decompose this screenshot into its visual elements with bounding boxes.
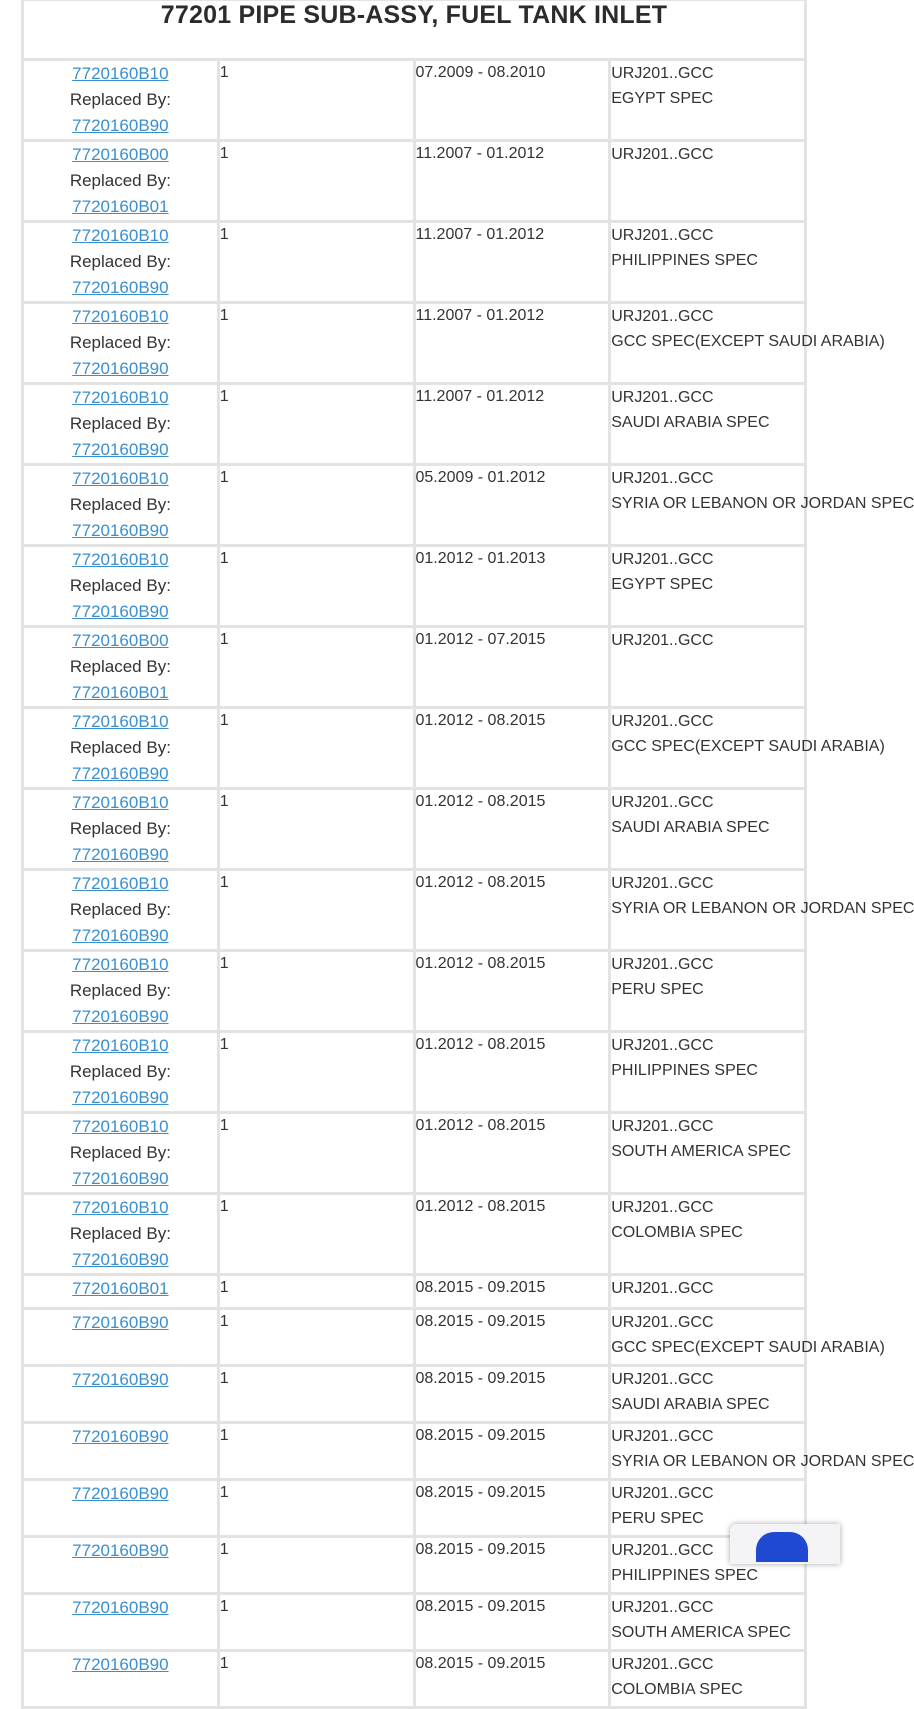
model-code: URJ201..GCC	[611, 956, 714, 973]
model-code: URJ201..GCC	[611, 227, 714, 244]
quantity-cell: 1	[218, 1194, 414, 1275]
replaced-by-label: Replaced By:	[69, 90, 171, 109]
quantity-cell: 1	[218, 789, 414, 870]
quantity-cell: 1	[218, 1537, 414, 1594]
quantity-cell: 1	[218, 141, 414, 222]
date-range-cell: 01.2012 - 08.2015	[414, 1194, 610, 1275]
applicability-cell	[610, 1423, 914, 1480]
applicability-cell	[610, 60, 806, 141]
part-number-cell	[23, 1651, 219, 1708]
replaced-by-label: Replaced By:	[69, 252, 171, 271]
quantity-cell: 1	[218, 1480, 414, 1537]
table-row	[23, 60, 806, 141]
recaptcha-icon	[756, 1532, 808, 1562]
market-spec: GCC SPEC(EXCEPT SAUDI ARABIA)	[611, 738, 885, 755]
part-number-cell	[23, 1113, 219, 1194]
part-number-link[interactable]: 7720160B10	[72, 469, 169, 488]
model-code: URJ201..GCC	[611, 1037, 714, 1054]
replaced-by-label: Replaced By:	[69, 495, 171, 514]
part-number-cell	[23, 1423, 219, 1480]
part-number-cell	[23, 1309, 219, 1366]
part-number-link[interactable]: 7720160B10	[72, 955, 169, 974]
market-spec: PERU SPEC	[611, 1510, 704, 1527]
part-number-cell	[23, 1537, 219, 1594]
quantity-cell: 1	[218, 1366, 414, 1423]
replacement-part-link[interactable]: 7720160B01	[72, 197, 169, 216]
applicability-cell	[610, 1309, 885, 1366]
model-code: URJ201..GCC	[611, 875, 714, 892]
part-number-link[interactable]: 7720160B01	[72, 1279, 169, 1298]
quantity-cell: 1	[218, 303, 414, 384]
parts-table	[21, 0, 914, 1709]
replacement-part-link[interactable]: 7720160B90	[72, 116, 169, 135]
quantity-cell: 1	[218, 708, 414, 789]
part-number-link[interactable]: 7720160B10	[72, 1117, 169, 1136]
part-number-cell	[23, 141, 219, 222]
quantity-cell: 1	[218, 627, 414, 708]
replacement-part-link[interactable]: 7720160B90	[72, 440, 169, 459]
replacement-part-link[interactable]: 7720160B90	[72, 845, 169, 864]
part-number-cell	[23, 1366, 219, 1423]
replacement-part-link[interactable]: 7720160B90	[72, 926, 169, 945]
date-range-cell: 11.2007 - 01.2012	[414, 303, 610, 384]
replacement-part-link[interactable]: 7720160B90	[72, 1250, 169, 1269]
quantity-cell: 1	[218, 951, 414, 1032]
table-row	[23, 1480, 806, 1537]
applicability-cell	[610, 627, 806, 708]
model-code: URJ201..GCC	[611, 1314, 714, 1331]
table-row	[23, 141, 806, 222]
market-spec: SYRIA OR LEBANON OR JORDAN SPEC	[611, 1453, 914, 1470]
quantity-cell: 1	[218, 222, 414, 303]
market-spec: SAUDI ARABIA SPEC	[611, 819, 770, 836]
part-number-cell	[23, 627, 219, 708]
model-code: URJ201..GCC	[611, 146, 714, 163]
table-row	[23, 789, 806, 870]
date-range-cell: 08.2015 - 09.2015	[414, 1480, 610, 1537]
market-spec: GCC SPEC(EXCEPT SAUDI ARABIA)	[611, 333, 885, 350]
market-spec: SAUDI ARABIA SPEC	[611, 1396, 770, 1413]
market-spec: COLOMBIA SPEC	[611, 1681, 743, 1698]
date-range-cell: 01.2012 - 08.2015	[414, 870, 610, 951]
part-number-cell	[23, 303, 219, 384]
table-row	[23, 1309, 806, 1366]
replaced-by-label: Replaced By:	[69, 819, 171, 838]
date-range-cell: 01.2012 - 08.2015	[414, 1113, 610, 1194]
section-title: 77201 PIPE SUB-ASSY, FUEL TANK INLET	[23, 0, 806, 60]
part-number-cell	[23, 789, 219, 870]
date-range-cell: 05.2009 - 01.2012	[414, 465, 610, 546]
model-code: URJ201..GCC	[611, 1118, 714, 1135]
part-number-link[interactable]: 7720160B90	[72, 1655, 169, 1674]
model-code: URJ201..GCC	[611, 308, 714, 325]
table-row	[23, 1275, 806, 1309]
part-number-link[interactable]: 7720160B10	[72, 793, 169, 812]
part-number-cell	[23, 1032, 219, 1113]
quantity-cell: 1	[218, 1651, 414, 1708]
market-spec: SYRIA OR LEBANON OR JORDAN SPEC	[611, 495, 914, 512]
quantity-cell: 1	[218, 1594, 414, 1651]
part-number-link[interactable]: 7720160B90	[72, 1427, 169, 1446]
market-spec: SOUTH AMERICA SPEC	[611, 1624, 791, 1641]
quantity-cell: 1	[218, 465, 414, 546]
model-code: URJ201..GCC	[611, 1199, 714, 1216]
quantity-cell: 1	[218, 1275, 414, 1309]
table-row	[23, 222, 806, 303]
part-number-cell	[23, 222, 219, 303]
model-code: URJ201..GCC	[611, 1428, 714, 1445]
applicability-cell	[610, 1275, 806, 1309]
date-range-cell: 08.2015 - 09.2015	[414, 1423, 610, 1480]
replaced-by-label: Replaced By:	[69, 900, 171, 919]
part-number-link[interactable]: 7720160B10	[72, 712, 169, 731]
model-code: URJ201..GCC	[611, 1599, 714, 1616]
part-number-link[interactable]: 7720160B10	[72, 1198, 169, 1217]
quantity-cell: 1	[218, 870, 414, 951]
table-row	[23, 1032, 806, 1113]
replacement-part-link[interactable]: 7720160B90	[72, 1007, 169, 1026]
table-row	[23, 1194, 806, 1275]
model-code: URJ201..GCC	[611, 1371, 714, 1388]
part-number-link[interactable]: 7720160B10	[72, 64, 169, 83]
replacement-part-link[interactable]: 7720160B90	[72, 1169, 169, 1188]
quantity-cell: 1	[218, 1309, 414, 1366]
table-row	[23, 627, 806, 708]
table-row	[23, 1113, 806, 1194]
market-spec: PERU SPEC	[611, 981, 704, 998]
part-number-cell	[23, 951, 219, 1032]
model-code: URJ201..GCC	[611, 632, 714, 649]
model-code: URJ201..GCC	[611, 551, 714, 568]
model-code: URJ201..GCC	[611, 1280, 714, 1297]
date-range-cell: 08.2015 - 09.2015	[414, 1594, 610, 1651]
table-row	[23, 303, 806, 384]
part-number-cell	[23, 708, 219, 789]
market-spec: PHILIPPINES SPEC	[611, 1567, 758, 1584]
date-range-cell: 11.2007 - 01.2012	[414, 141, 610, 222]
part-number-link[interactable]: 7720160B90	[72, 1370, 169, 1389]
part-number-cell	[23, 1480, 219, 1537]
model-code: URJ201..GCC	[611, 65, 714, 82]
market-spec: EGYPT SPEC	[611, 576, 714, 593]
table-row	[23, 546, 806, 627]
part-number-cell	[23, 60, 219, 141]
model-code: URJ201..GCC	[611, 713, 714, 730]
quantity-cell: 1	[218, 60, 414, 141]
applicability-cell	[610, 1366, 806, 1423]
part-number-cell	[23, 1194, 219, 1275]
model-code: URJ201..GCC	[611, 1485, 714, 1502]
applicability-cell	[610, 708, 885, 789]
part-number-link[interactable]: 7720160B90	[72, 1541, 169, 1560]
part-number-link[interactable]: 7720160B10	[72, 550, 169, 569]
replacement-part-link[interactable]: 7720160B90	[72, 1088, 169, 1107]
part-number-cell	[23, 465, 219, 546]
part-number-link[interactable]: 7720160B10	[72, 1036, 169, 1055]
date-range-cell: 01.2012 - 08.2015	[414, 789, 610, 870]
model-code: URJ201..GCC	[611, 1656, 714, 1673]
part-number-cell	[23, 1594, 219, 1651]
replaced-by-label: Replaced By:	[69, 576, 171, 595]
quantity-cell: 1	[218, 1032, 414, 1113]
applicability-cell	[610, 141, 806, 222]
recaptcha-badge[interactable]	[730, 1524, 840, 1564]
table-row	[23, 1423, 806, 1480]
date-range-cell: 01.2012 - 07.2015	[414, 627, 610, 708]
applicability-cell	[610, 870, 914, 951]
applicability-cell	[610, 465, 914, 546]
market-spec: PHILIPPINES SPEC	[611, 1062, 758, 1079]
parts-table-body	[23, 60, 914, 1708]
part-number-cell	[23, 870, 219, 951]
replaced-by-label: Replaced By:	[69, 981, 171, 1000]
parts-table-container	[21, 0, 914, 1709]
date-range-cell: 11.2007 - 01.2012	[414, 384, 610, 465]
quantity-cell: 1	[218, 1113, 414, 1194]
replaced-by-label: Replaced By:	[69, 738, 171, 757]
market-spec: EGYPT SPEC	[611, 90, 714, 107]
replaced-by-label: Replaced By:	[69, 333, 171, 352]
table-row	[23, 1651, 806, 1708]
applicability-cell	[610, 1032, 806, 1113]
date-range-cell: 08.2015 - 09.2015	[414, 1366, 610, 1423]
market-spec: SAUDI ARABIA SPEC	[611, 414, 770, 431]
date-range-cell: 08.2015 - 09.2015	[414, 1537, 610, 1594]
replaced-by-label: Replaced By:	[69, 171, 171, 190]
table-row	[23, 465, 806, 546]
date-range-cell: 07.2009 - 08.2010	[414, 60, 610, 141]
model-code: URJ201..GCC	[611, 794, 714, 811]
model-code: URJ201..GCC	[611, 389, 714, 406]
model-code: URJ201..GCC	[611, 470, 714, 487]
date-range-cell: 08.2015 - 09.2015	[414, 1651, 610, 1708]
table-row	[23, 1537, 806, 1594]
part-number-link[interactable]: 7720160B00	[72, 145, 169, 164]
replacement-part-link[interactable]: 7720160B90	[72, 521, 169, 540]
part-number-cell	[23, 1275, 219, 1309]
part-number-cell	[23, 384, 219, 465]
part-number-link[interactable]: 7720160B90	[72, 1484, 169, 1503]
replaced-by-label: Replaced By:	[69, 414, 171, 433]
applicability-cell	[610, 951, 806, 1032]
part-number-link[interactable]: 7720160B10	[72, 226, 169, 245]
table-row	[23, 870, 806, 951]
replacement-part-link[interactable]: 7720160B90	[72, 359, 169, 378]
part-number-link[interactable]: 7720160B10	[72, 388, 169, 407]
table-row	[23, 708, 806, 789]
part-number-link[interactable]: 7720160B00	[72, 631, 169, 650]
replacement-part-link[interactable]: 7720160B90	[72, 764, 169, 783]
table-row	[23, 1366, 806, 1423]
applicability-cell	[610, 1113, 806, 1194]
quantity-cell: 1	[218, 546, 414, 627]
table-row	[23, 1594, 806, 1651]
date-range-cell: 01.2012 - 08.2015	[414, 708, 610, 789]
date-range-cell: 01.2012 - 08.2015	[414, 1032, 610, 1113]
date-range-cell: 01.2012 - 08.2015	[414, 951, 610, 1032]
applicability-cell	[610, 546, 806, 627]
part-number-link[interactable]: 7720160B90	[72, 1598, 169, 1617]
date-range-cell: 11.2007 - 01.2012	[414, 222, 610, 303]
applicability-cell	[610, 384, 806, 465]
table-row	[23, 951, 806, 1032]
applicability-cell	[610, 222, 806, 303]
date-range-cell: 08.2015 - 09.2015	[414, 1309, 610, 1366]
applicability-cell	[610, 1594, 806, 1651]
part-number-cell	[23, 546, 219, 627]
replaced-by-label: Replaced By:	[69, 1143, 171, 1162]
model-code: URJ201..GCC	[611, 1542, 714, 1559]
applicability-cell	[610, 303, 885, 384]
market-spec: PHILIPPINES SPEC	[611, 252, 758, 269]
date-range-cell: 08.2015 - 09.2015	[414, 1275, 610, 1309]
applicability-cell	[610, 789, 806, 870]
market-spec: GCC SPEC(EXCEPT SAUDI ARABIA)	[611, 1339, 885, 1356]
part-number-link[interactable]: 7720160B90	[72, 1313, 169, 1332]
part-number-link[interactable]: 7720160B10	[72, 307, 169, 326]
applicability-cell	[610, 1194, 806, 1275]
market-spec: SOUTH AMERICA SPEC	[611, 1143, 791, 1160]
table-row	[23, 384, 806, 465]
replaced-by-label: Replaced By:	[69, 1224, 171, 1243]
replaced-by-label: Replaced By:	[69, 1062, 171, 1081]
applicability-cell	[610, 1651, 806, 1708]
quantity-cell: 1	[218, 384, 414, 465]
market-spec: COLOMBIA SPEC	[611, 1224, 743, 1241]
replaced-by-label: Replaced By:	[69, 657, 171, 676]
replacement-part-link[interactable]: 7720160B90	[72, 278, 169, 297]
replacement-part-link[interactable]: 7720160B01	[72, 683, 169, 702]
date-range-cell: 01.2012 - 01.2013	[414, 546, 610, 627]
market-spec: SYRIA OR LEBANON OR JORDAN SPEC	[611, 900, 914, 917]
replacement-part-link[interactable]: 7720160B90	[72, 602, 169, 621]
part-number-link[interactable]: 7720160B10	[72, 874, 169, 893]
quantity-cell: 1	[218, 1423, 414, 1480]
